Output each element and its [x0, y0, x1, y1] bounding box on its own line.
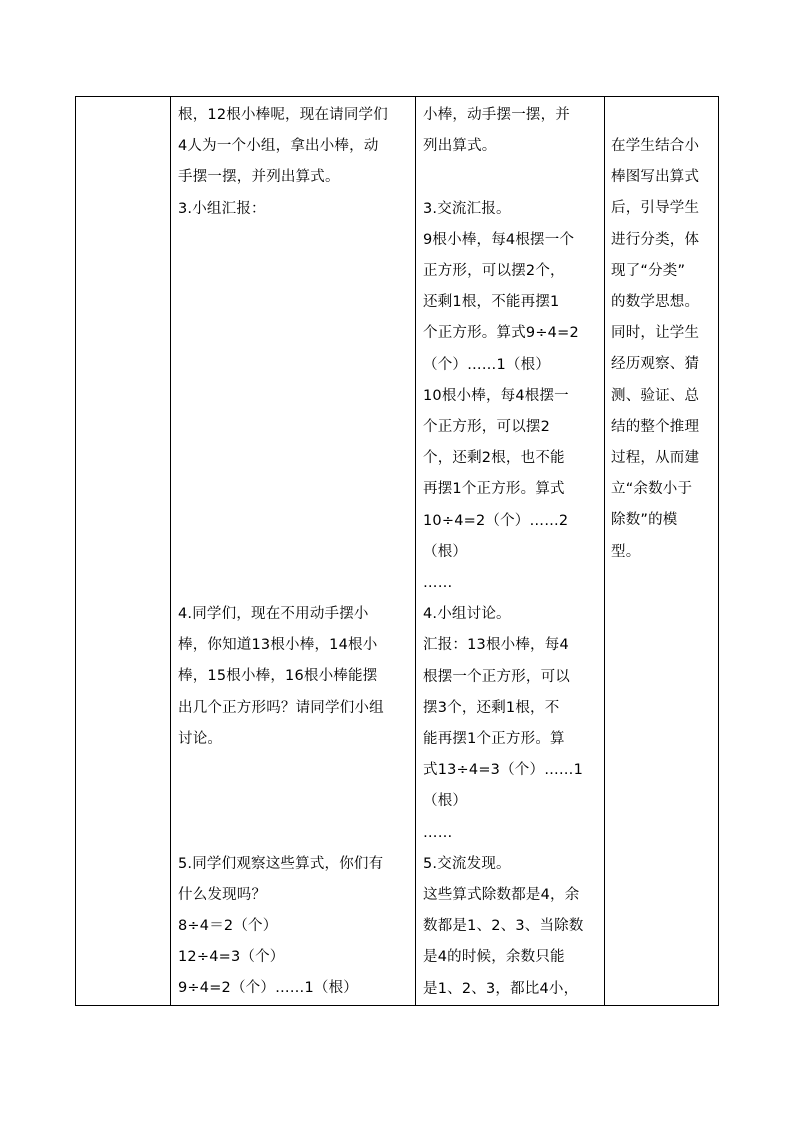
blank-line [178, 318, 409, 349]
blank-line [423, 162, 596, 193]
blank-line [178, 568, 409, 599]
design-intent-line: 进行分类，体 [611, 231, 700, 248]
teacher-activity-line: 棒，你知道13根小棒，14根小 [178, 637, 378, 654]
blank-line [178, 350, 409, 381]
student-activity-line: 式13÷4=3（个）……1 [423, 762, 584, 779]
student-activity-line: 能再摆1个正方形。算 [423, 731, 565, 748]
student-activity-cell [416, 97, 605, 1006]
student-activity-line: …… [423, 575, 453, 592]
blank-line [178, 755, 409, 786]
student-activity-line: 10根小棒，每4根摆一 [423, 387, 569, 404]
student-activity-line: 个正方形。算式9÷4=2 [423, 325, 579, 342]
lesson-plan-table [75, 96, 719, 1006]
blank-line [178, 817, 409, 848]
teacher-activity-line: 8÷4＝2（个） [178, 918, 278, 935]
blank-line [178, 786, 409, 817]
teacher-activity-line: 4人为一个小组，拿出小棒，动 [178, 138, 379, 155]
student-activity-line: 列出算式。 [423, 138, 497, 155]
student-activity-line: 根摆一个正方形，可以 [423, 668, 570, 685]
blank-line [178, 256, 409, 287]
design-intent-line: 在学生结合小 [611, 138, 700, 154]
student-activity-line: （个）……1（根） [423, 356, 551, 373]
student-activity-line: 数都是1、2、3、当除数 [423, 918, 584, 935]
student-activity-line: …… [423, 824, 453, 841]
student-activity-line: 个正方形，可以摆2 [423, 419, 551, 436]
blank-line [178, 225, 409, 256]
student-activity-line: 摆3个，还剩1根，不 [423, 699, 560, 716]
student-activity-line: （根） [423, 793, 468, 810]
student-activity-line: 9根小棒，每4根摆一个 [423, 231, 575, 248]
blank-line [178, 474, 409, 505]
student-activity-line: 汇报：13根小棒，每4 [423, 637, 569, 654]
teacher-activity-line: 4.同学们，现在不用动手摆小 [178, 606, 369, 623]
teacher-activity-line: 棒，15根小棒，16根小棒能摆 [178, 668, 378, 685]
teacher-activity-line: 3.小组汇报： [178, 200, 266, 217]
student-activity-line: 小棒，动手摆一摆，并 [423, 107, 570, 123]
design-intent-line: 同时，让学生 [611, 325, 700, 342]
student-activity-line: 4.小组讨论。 [423, 606, 511, 623]
blank-line [178, 443, 409, 474]
student-activity-line: 是1、2、3，都比4小， [423, 980, 579, 997]
design-intent-line: 经历观察、猜 [611, 356, 700, 373]
student-activity-line: 3.交流汇报。 [423, 200, 511, 217]
design-intent-line: 棒图写出算式 [611, 169, 700, 186]
design-intent-line: 型。 [611, 543, 641, 560]
teacher-activity-line: 9÷4=2（个）……1（根） [178, 980, 358, 997]
design-intent-line: 除数”的模 [611, 512, 678, 529]
table-row [76, 97, 719, 1006]
student-activity-line: 这些算式除数都是4，余 [423, 887, 580, 904]
teacher-activity-line: 根，12根小棒呢，现在请同学们 [178, 107, 388, 123]
design-intent-line: 过程，从而建 [611, 450, 700, 467]
student-activity-line: 正方形，可以摆2个， [423, 263, 565, 279]
blank-line [178, 506, 409, 537]
design-intent-line: 测、验证、总 [611, 387, 700, 404]
blank-line [178, 381, 409, 412]
design-intent-line: 立“余数小于 [611, 481, 693, 498]
design-intent-line: 后，引导学生 [611, 200, 700, 217]
blank-line [178, 287, 409, 318]
design-intent-line: 的数学思想。 [611, 294, 700, 311]
teacher-activity-line: 什么发现吗？ [178, 886, 267, 903]
student-activity-line: 个，还剩2根，也不能 [423, 450, 565, 467]
student-activity-line: 10÷4=2（个）……2 [423, 512, 569, 529]
student-activity-line: 还剩1根，不能再摆1 [423, 294, 560, 311]
blank-line [178, 412, 409, 443]
teacher-activity-line: 讨论。 [178, 730, 223, 747]
teacher-activity-cell [171, 97, 416, 1006]
blank-line [178, 537, 409, 568]
teacher-activity-line: 12÷4=3（个） [178, 949, 285, 966]
teacher-activity-line: 手摆一摆，并列出算式。 [178, 169, 340, 186]
design-intent-line: 现了“分类” [611, 262, 686, 279]
teacher-activity-line: 5.同学们观察这些算式，你们有 [178, 855, 384, 872]
student-activity-line: 是4的时候，余数只能 [423, 949, 565, 966]
stage-column-cell [76, 97, 171, 1006]
student-activity-line: （根） [423, 543, 468, 560]
student-activity-line: 再摆1个正方形。算式 [423, 481, 565, 498]
design-intent-line: 结的整个推理 [611, 418, 700, 435]
teacher-activity-line: 出几个正方形吗？请同学们小组 [178, 699, 384, 716]
design-intent-cell [605, 97, 719, 1006]
student-activity-line: 5.交流发现。 [423, 855, 511, 872]
